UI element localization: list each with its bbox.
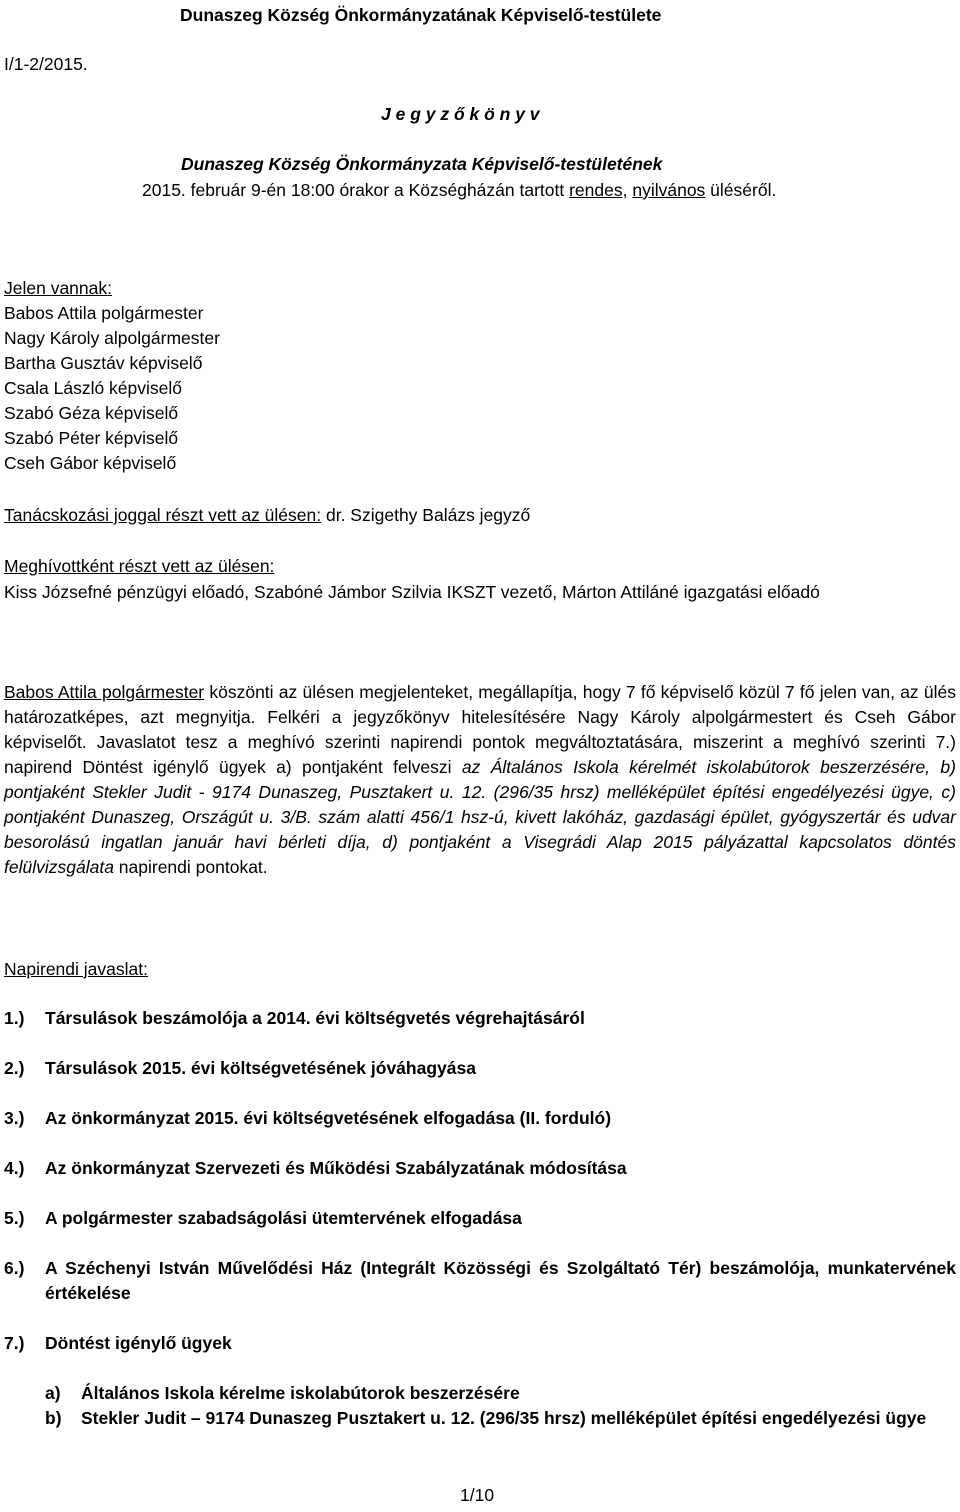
document-title: J e g y z ő k ö n y v <box>381 104 540 124</box>
agenda-item-number: 5.) <box>4 1208 25 1228</box>
agenda-item-number: 4.) <box>4 1158 25 1178</box>
agenda-item-text: Társulások beszámolója a 2014. évi költségvetés végrehajtásáról <box>45 1008 585 1028</box>
advisory-line <box>4 503 530 528</box>
agenda-item <box>4 1256 956 1306</box>
agenda-item <box>4 1006 956 1031</box>
agenda-item-number: 7.) <box>4 1333 25 1353</box>
present-member: Szabó Géza képviselő <box>4 403 179 423</box>
agenda-subitem <box>45 1381 956 1406</box>
agenda-heading: Napirendi javaslat: <box>4 959 148 979</box>
agenda-item-number: 2.) <box>4 1058 25 1078</box>
invited-label: Meghívottként részt vett az ülésen: <box>4 556 275 576</box>
council-header: Dunaszeg Község Önkormányzatának Képviselő-testülete <box>180 5 662 25</box>
opening-end: napirendi pontokat. <box>113 857 268 877</box>
subtitle-date-text: 2015. február 9-én 18:00 órakor a Községházán tartott <box>142 180 570 200</box>
agenda-list <box>4 1006 956 1431</box>
agenda-item <box>4 1106 956 1131</box>
mayor-name: Babos Attila polgármester <box>4 682 205 702</box>
agenda-subitem-text: Általános Iskola kérelme iskolabútorok beszerzésére <box>81 1383 520 1403</box>
agenda-item <box>4 1206 956 1231</box>
agenda-subitem-label: b) <box>45 1408 62 1428</box>
agenda-subitem-label: a) <box>45 1383 61 1403</box>
subtitle-line-1: Dunaszeg Község Önkormányzata Képviselő-testületének <box>181 154 663 174</box>
agenda-subitem-text: Stekler Judit – 9174 Dunaszeg Pusztakert u. 12. (296/35 hrsz) melléképület építési engedélyezési ügye <box>81 1408 927 1428</box>
present-member: Babos Attila polgármester <box>4 303 204 323</box>
agenda-subitem <box>45 1406 956 1431</box>
page-number: 1/10 <box>460 1485 495 1505</box>
subtitle-end: üléséről. <box>705 180 777 200</box>
agenda-item-number: 3.) <box>4 1108 25 1128</box>
present-member: Bartha Gusztáv képviselő <box>4 353 203 373</box>
present-member: Nagy Károly alpolgármester <box>4 328 220 348</box>
agenda-item-number: 1.) <box>4 1008 25 1028</box>
invited-text: Kiss Józsefné pénzügyi előadó, Szabóné Jámbor Szilvia IKSZT vezető, Márton Attiláné igazgatási előadó <box>4 582 820 602</box>
agenda-item-text: A polgármester szabadságolási ütemtervének elfogadása <box>45 1208 522 1228</box>
advisory-value: dr. Szigethy Balázs jegyző <box>321 505 531 525</box>
document-reference: I/1-2/2015. <box>4 54 88 74</box>
agenda-item-text: Döntést igénylő ügyek <box>45 1333 232 1353</box>
agenda-item-text: Társulások 2015. évi költségvetésének jóváhagyása <box>45 1058 476 1078</box>
subtitle-line-2 <box>142 178 776 203</box>
agenda-item <box>4 1156 956 1181</box>
agenda-item-text: A Széchenyi István Művelődési Ház (Integrált Közösségi és Szolgáltató Tér) beszámolója, munkatervének értékelése <box>45 1258 956 1303</box>
present-heading: Jelen vannak: <box>4 278 112 298</box>
agenda-item-text: Az önkormányzat Szervezeti és Működési Szabályzatának módosítása <box>45 1158 627 1178</box>
session-type-public: nyilvános <box>632 180 706 200</box>
agenda-item-text: Az önkormányzat 2015. évi költségvetésének elfogadása (II. forduló) <box>45 1108 612 1128</box>
opening-text: köszönti az ülésen megjelenteket, megállapítja, hogy 7 fő képviselő közül 7 fő jelen van, az ülés határozatképes, azt megnyitja. Felkéri a jegyzőkönyv hitelesítésére Nagy Károly alpolgármestert és Cseh Gábor képviselőt. Javaslatot tesz a meghívó szerinti napirendi pontok megváltoztatására, miszerint a meghívó szerinti 7.) napirend Döntést igénylő ügyek a) pontjaként felveszi <box>4 682 956 777</box>
present-section <box>4 276 220 476</box>
subtitle-comma: , <box>622 180 633 200</box>
opening-paragraph <box>4 680 956 880</box>
advisory-label: Tanácskozási joggal részt vett az ülésen: <box>4 505 322 525</box>
agenda-subitems <box>4 1381 956 1431</box>
agenda-item <box>4 1056 956 1081</box>
present-member: Cseh Gábor képviselő <box>4 453 177 473</box>
agenda-item <box>4 1331 956 1356</box>
agenda-item-number: 6.) <box>4 1258 25 1278</box>
present-member: Csala László képviselő <box>4 378 183 398</box>
session-type-regular: rendes <box>569 180 623 200</box>
present-member: Szabó Péter képviselő <box>4 428 179 448</box>
added-items-text: az Általános Iskola kérelmét iskolabútorok beszerzésére, b) pontjaként Stekler Judit - 9174 Dunaszeg, Pusztakert u. 12. (296/35 hrsz) melléképület építési engedélyezési ügye, c) pontjaként Dunaszeg, Országút u. 3/B. szám alatti 456/1 hsz-ú, kivett lakóház, gazdasági épület, gyógyszertár és udvar besorolású ingatlan január havi bérleti díja, d) pontjaként a Visegrádi Alap 2015 pályázattal kapcsolatos döntés felülvizsgálata <box>4 757 956 877</box>
